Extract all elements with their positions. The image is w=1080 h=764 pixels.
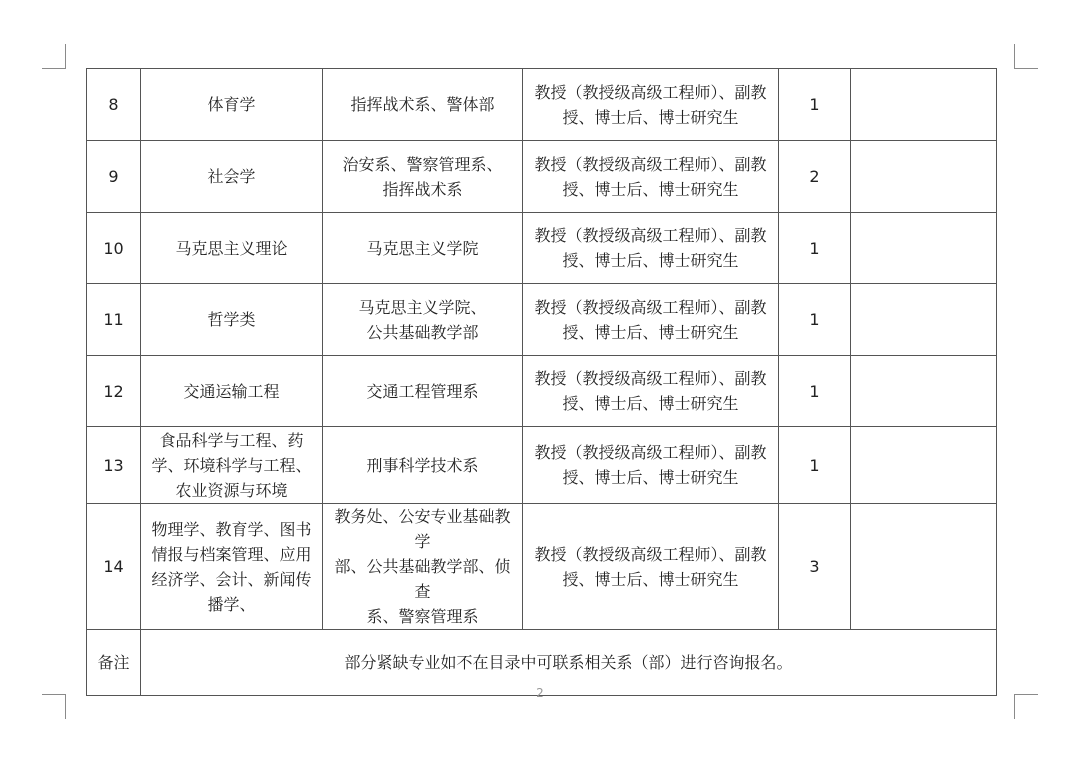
row-note [851, 427, 997, 504]
row-count: 3 [779, 504, 851, 630]
row-department-line: 教务处、公安专业基础教学 [334, 507, 511, 551]
row-major-line: 物理学、教育学、图书 [151, 519, 312, 539]
table-body [87, 69, 997, 630]
row-department-line: 交通工程管理系 [366, 381, 479, 401]
crop-mark-bottom-left-v [65, 694, 66, 719]
row-major-line: 情报与档案管理、应用 [151, 544, 312, 564]
row-note [851, 356, 997, 427]
row-count: 1 [779, 213, 851, 284]
row-major [141, 504, 323, 630]
row-count: 1 [779, 427, 851, 504]
row-number: 11 [87, 284, 141, 356]
row-number: 9 [87, 141, 141, 213]
row-major-line: 交通运输工程 [183, 381, 280, 401]
row-title-line: 授、博士后、博士研究生 [562, 394, 739, 413]
row-department [323, 69, 523, 141]
row-major-line: 播学、 [207, 594, 256, 614]
crop-mark-bottom-right-v [1014, 694, 1015, 719]
row-note [851, 69, 997, 141]
row-major [141, 141, 323, 213]
crop-mark-bottom-right-h [1014, 694, 1038, 695]
row-title-line: 教授（教授级高级工程师）、副教 [534, 443, 767, 462]
row-title-line: 授、博士后、博士研究生 [562, 251, 739, 270]
row-department [323, 427, 523, 504]
crop-mark-top-left-h [42, 68, 66, 69]
crop-mark-top-right-h [1014, 68, 1038, 69]
row-major [141, 213, 323, 284]
row-number: 10 [87, 213, 141, 284]
row-department [323, 504, 523, 630]
row-department-line: 马克思主义学院 [366, 238, 479, 258]
row-major [141, 427, 323, 504]
row-title-line: 教授（教授级高级工程师）、副教 [534, 154, 767, 174]
row-note [851, 284, 997, 356]
row-title [523, 504, 779, 630]
row-title [523, 141, 779, 213]
row-title-line: 教授（教授级高级工程师）、副教 [534, 544, 767, 564]
row-title [523, 356, 779, 427]
crop-mark-top-right-v [1014, 44, 1015, 69]
row-title [523, 427, 779, 504]
row-department-line: 公共基础教学部 [366, 322, 479, 342]
row-title-line: 教授（教授级高级工程师）、副教 [534, 297, 767, 317]
row-title-line: 授、博士后、博士研究生 [562, 322, 739, 342]
row-note [851, 213, 997, 284]
table-row [87, 69, 997, 141]
row-title-line: 教授（教授级高级工程师）、副教 [534, 369, 767, 388]
row-department-line: 系、警察管理系 [366, 607, 479, 626]
row-number: 13 [87, 427, 141, 504]
remark-text: 部分紧缺专业如不在目录中可联系相关系（部）进行咨询报名。 [141, 630, 997, 696]
table-row [87, 141, 997, 213]
row-note [851, 141, 997, 213]
remark-label: 备注 [87, 630, 141, 696]
row-title [523, 213, 779, 284]
row-major-line: 马克思主义理论 [175, 238, 288, 258]
row-major-line: 哲学类 [207, 310, 256, 329]
row-department-line: 治安系、警察管理系、 [342, 154, 503, 174]
row-title-line: 教授（教授级高级工程师）、副教 [534, 82, 767, 102]
row-major-line: 食品科学与工程、药 [159, 430, 304, 450]
row-major [141, 356, 323, 427]
row-title-line: 授、博士后、博士研究生 [562, 569, 739, 589]
table-row [87, 504, 997, 630]
row-count: 1 [779, 69, 851, 141]
row-department-line: 指挥战术系 [382, 179, 463, 199]
row-count: 1 [779, 356, 851, 427]
row-major-line: 学、环境科学与工程、 [151, 455, 312, 475]
page-number: 2 [536, 686, 544, 700]
row-major-line: 农业资源与环境 [175, 480, 288, 500]
crop-mark-bottom-left-h [42, 694, 66, 695]
row-major-line: 经济学、会计、新闻传 [151, 569, 312, 589]
row-major [141, 69, 323, 141]
row-major-line: 社会学 [207, 167, 256, 186]
row-title [523, 284, 779, 356]
row-title [523, 69, 779, 141]
row-department [323, 213, 523, 284]
table-row [87, 213, 997, 284]
table-row [87, 284, 997, 356]
row-department [323, 356, 523, 427]
row-number: 12 [87, 356, 141, 427]
row-title-line: 授、博士后、博士研究生 [562, 468, 739, 487]
row-number: 14 [87, 504, 141, 630]
row-department [323, 284, 523, 356]
table-row [87, 427, 997, 504]
row-count: 1 [779, 284, 851, 356]
row-major [141, 284, 323, 356]
row-department-line: 指挥战术系、警体部 [350, 95, 495, 114]
crop-mark-top-left-v [65, 44, 66, 69]
row-title-line: 授、博士后、博士研究生 [562, 107, 739, 127]
row-count: 2 [779, 141, 851, 213]
row-number: 8 [87, 69, 141, 141]
recruitment-table [86, 68, 997, 696]
row-department-line: 马克思主义学院、 [358, 297, 487, 317]
row-note [851, 504, 997, 630]
table-row [87, 356, 997, 427]
row-department-line: 刑事科学技术系 [366, 455, 479, 475]
row-title-line: 教授（教授级高级工程师）、副教 [534, 226, 767, 245]
row-department-line: 部、公共基础教学部、侦查 [334, 557, 511, 601]
row-department [323, 141, 523, 213]
row-major-line: 体育学 [207, 95, 256, 114]
row-title-line: 授、博士后、博士研究生 [562, 179, 739, 199]
